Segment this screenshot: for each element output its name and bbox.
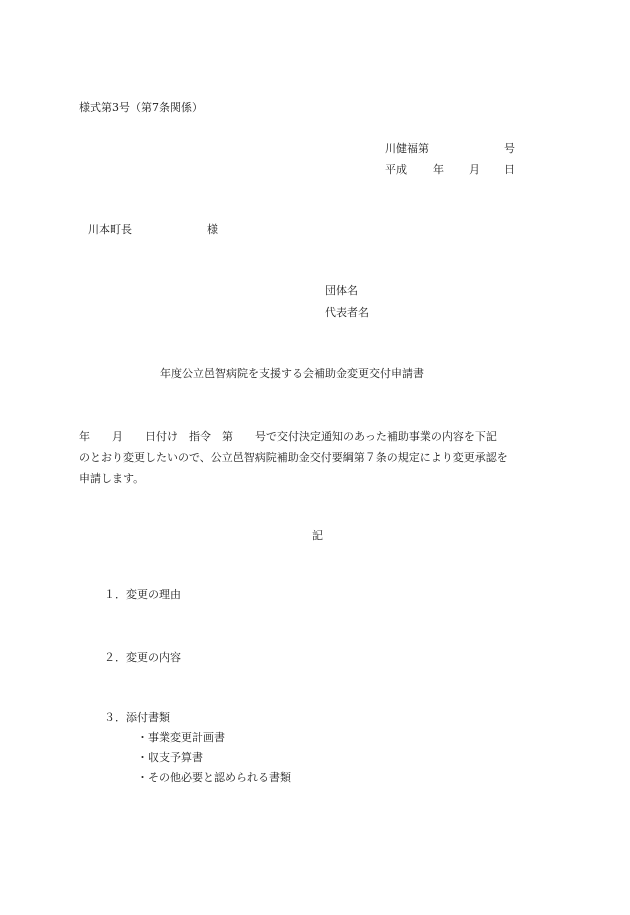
item-label: 添付書類 <box>126 711 170 724</box>
ki-heading: 記 <box>312 529 323 542</box>
date-day: 日 <box>504 163 515 176</box>
item-label: 変更の理由 <box>126 588 181 601</box>
form-number: 様式第3号（第7条関係） <box>79 101 203 114</box>
body-line: 申請します。 <box>79 472 145 485</box>
attachment-item: ・収支予算書 <box>137 751 203 764</box>
list-item <box>104 588 181 602</box>
item-number: ３． <box>104 711 126 724</box>
addressee-name: 川本町長 <box>88 223 132 236</box>
document-number-suffix: 号 <box>504 142 515 155</box>
organization-name-label: 団体名 <box>325 284 358 297</box>
item-number: ２． <box>104 651 126 664</box>
addressee-honorific: 様 <box>207 223 218 236</box>
list-item <box>104 651 181 665</box>
item-label: 変更の内容 <box>126 651 181 664</box>
representative-name-label: 代表者名 <box>325 306 369 319</box>
document-title: 年度公立邑智病院を支援する会補助金変更交付申請書 <box>160 367 424 380</box>
item-number: １． <box>104 588 126 601</box>
body-paragraph <box>79 426 551 489</box>
body-line: 年 月 日付け 指令 第 号で交付決定通知のあった補助事業の内容を下記 <box>79 430 497 443</box>
date-era: 平成 <box>385 163 407 176</box>
date-month: 月 <box>469 163 480 176</box>
list-item <box>104 711 170 725</box>
body-line: のとおり変更したいので、公立邑智病院補助金交付要綱第７条の規定により変更承認を <box>79 451 508 464</box>
date-year: 年 <box>433 163 444 176</box>
attachment-item: ・事業変更計画書 <box>137 731 225 744</box>
document-number-label: 川健福第 <box>385 142 429 155</box>
attachment-item: ・その他必要と認められる書類 <box>137 771 291 784</box>
